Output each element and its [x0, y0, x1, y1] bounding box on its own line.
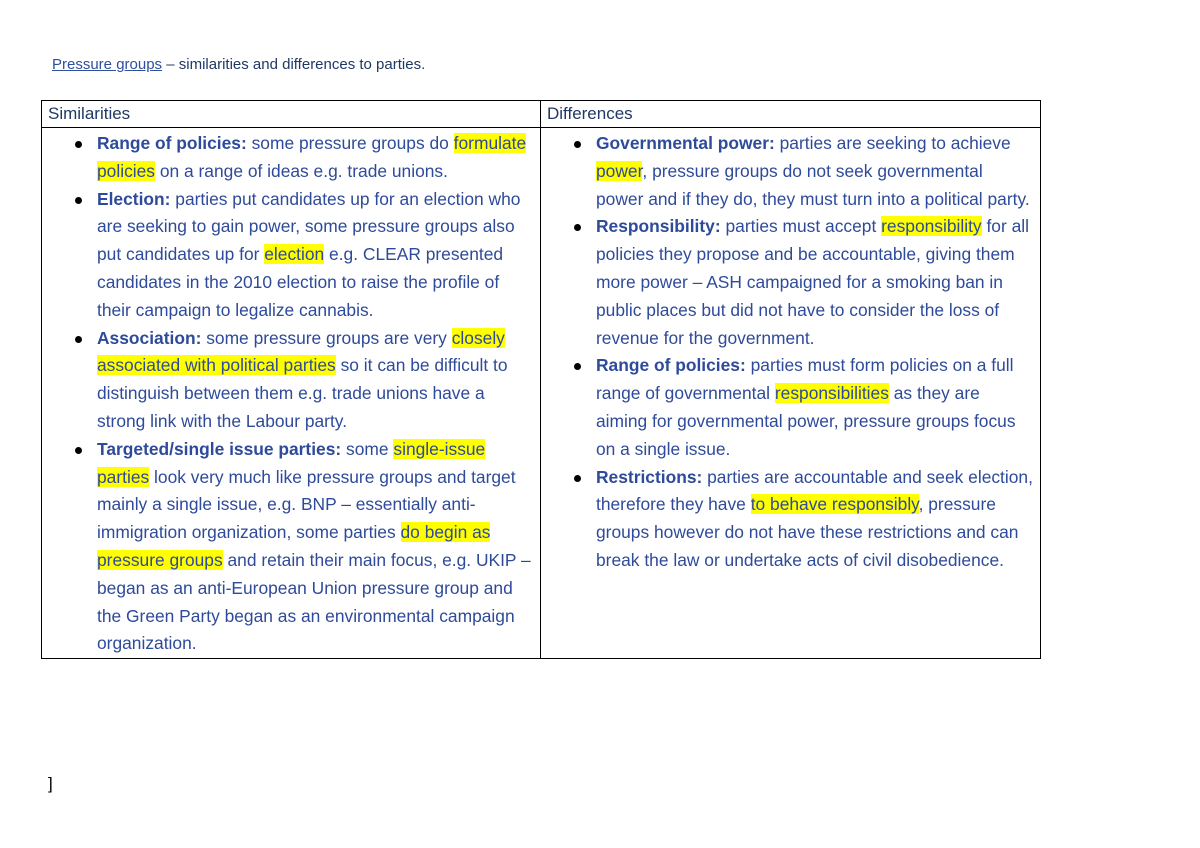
differences-cell	[541, 128, 1041, 659]
point-text: some pressure groups are very	[201, 327, 452, 348]
page-title	[52, 56, 425, 73]
comparison-table	[41, 100, 1041, 659]
list-item	[42, 130, 534, 186]
title-link[interactable]: Pressure groups	[52, 56, 163, 73]
highlight: do begin as pressure groups	[97, 522, 491, 570]
point-heading: Responsibility:	[596, 216, 721, 237]
point-text: parties must accept	[720, 216, 882, 237]
bullet-icon	[574, 363, 581, 370]
list-item	[541, 130, 1034, 213]
highlight: formulate policies	[97, 133, 527, 181]
point-heading: Association:	[97, 327, 202, 348]
point-text: on a range of ideas e.g. trade unions.	[155, 160, 448, 181]
highlight: power	[596, 160, 643, 181]
point-text: and retain their main focus, e.g. UKIP – began as an anti-European Union pressure group and the Green Party began as an environmental campaign organization.	[97, 549, 531, 654]
point-heading: Targeted/single issue parties:	[97, 438, 342, 459]
point-heading: Election:	[97, 188, 171, 209]
content-row	[42, 128, 1041, 659]
point-heading: Range of policies:	[596, 355, 746, 376]
title-rest: – similarities and differences to parties.	[162, 56, 426, 73]
point-text: , pressure groups do not seek governmental power and if they do, they must turn into a political party.	[596, 160, 1030, 209]
point-text: parties must form policies on a full range of governmental	[596, 355, 1014, 404]
bullet-icon	[574, 141, 581, 148]
bullet-icon	[574, 475, 581, 482]
bullet-icon	[75, 141, 82, 148]
list-item	[541, 464, 1034, 575]
stray-bracket: ]	[48, 774, 53, 793]
point-heading: Governmental power:	[596, 133, 775, 153]
point-text: so it can be difficult to distinguish between them e.g. trade unions have a strong link with the Labour party.	[97, 355, 508, 431]
list-item	[541, 352, 1034, 463]
differences-list	[541, 128, 1040, 575]
highlight: election	[264, 244, 325, 265]
point-heading: Range of policies:	[97, 133, 247, 153]
highlight: responsibilities	[774, 383, 889, 404]
highlight: responsibility	[881, 216, 982, 237]
point-text: for all policies they propose and be accountable, giving them more power – ASH campaigned for a smoking ban in public places but did not have to consider the loss of revenue for the government.	[596, 216, 1029, 348]
header-row	[42, 101, 1041, 128]
bullet-icon	[574, 224, 581, 231]
point-text: look very much like pressure groups and target mainly a single issue, e.g. BNP – essentially anti-immigration organization, some parties	[97, 466, 516, 543]
header-differences: Differences	[541, 101, 1041, 128]
point-text: parties put candidates up for an election who are seeking to gain power, some pressure groups also put candidates up for	[97, 188, 521, 265]
point-text: parties are seeking to achieve	[774, 133, 1011, 153]
list-item	[541, 213, 1034, 352]
list-item	[42, 325, 534, 436]
highlight: single-issue parties	[97, 438, 486, 487]
bullet-icon	[75, 336, 82, 343]
point-text: some pressure groups do	[246, 133, 454, 153]
highlight: to behave responsibly	[750, 494, 919, 515]
bullet-icon	[75, 447, 82, 454]
point-heading: Restrictions:	[596, 466, 703, 487]
list-item	[42, 186, 534, 325]
point-text: e.g. CLEAR presented candidates in the 2010 election to raise the profile of their campaign to legalize cannabis.	[97, 244, 504, 320]
similarities-list	[42, 128, 540, 658]
point-text: some	[341, 438, 394, 459]
highlight: closely associated with political parties	[97, 327, 505, 376]
point-text: as they are aiming for governmental power, pressure groups focus on a single issue.	[596, 383, 1016, 459]
point-text: parties are accountable and seek election, therefore they have	[596, 466, 1033, 515]
point-text: , pressure groups however do not have these restrictions and can break the law or undertake acts of civil disobedience.	[596, 494, 1019, 570]
list-item	[42, 436, 534, 658]
similarities-cell	[42, 128, 541, 659]
header-similarities: Similarities	[42, 101, 541, 128]
bullet-icon	[75, 197, 82, 204]
